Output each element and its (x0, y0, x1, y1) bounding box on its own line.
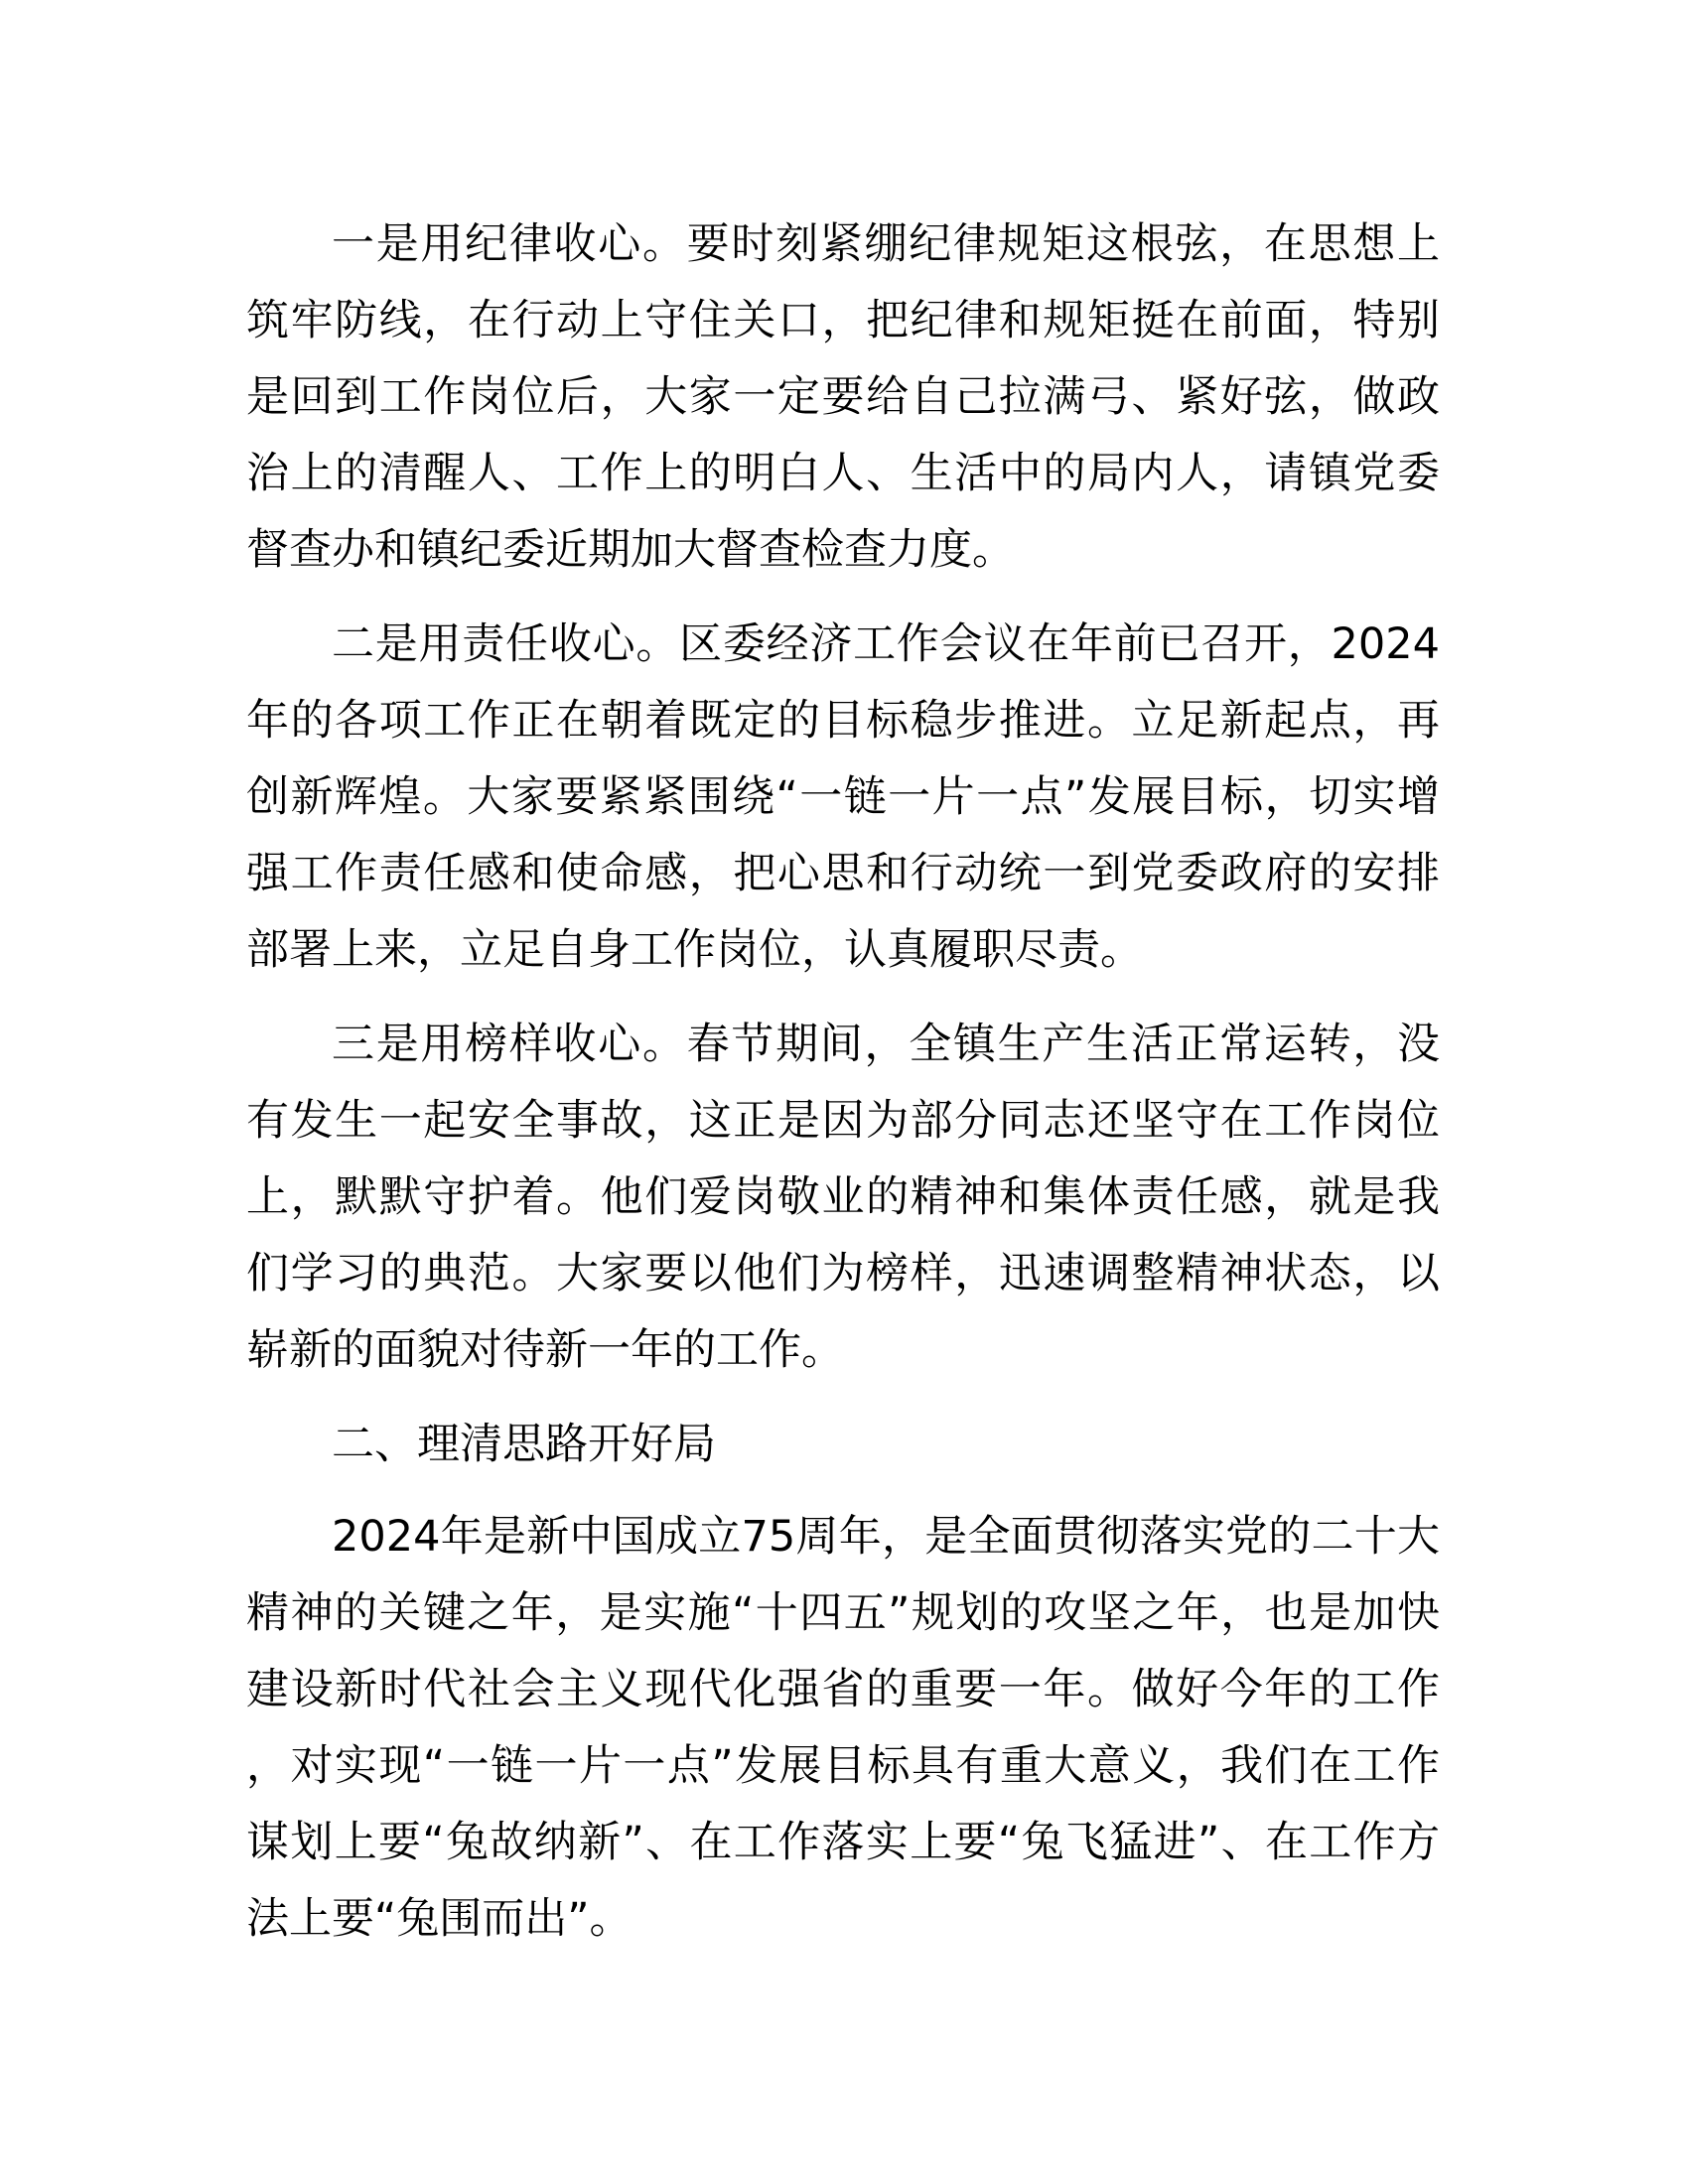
document-body (246, 206, 1440, 1976)
section-heading: 二、理清思路开好局 (332, 1420, 716, 1469)
paragraph-role-model: 三是用榜样收心。春节期间，全镇生产生活正常运转，没有发生一起安全事故，这正是因为部分同志还坚守在工作岗位上，默默守护着。他们爱岗敬业的精神和集体责任感，就是我们学习的典范。大家要以他们为榜样，迅速调整精神状态，以崭新的面貌对待新一年的工作。 (246, 1020, 1440, 1375)
paragraph-2024-goals: 2024年是新中国成立75周年，是全面贯彻落实党的二十大精神的关键之年，是实施“十四五”规划的攻坚之年，也是加快建设新时代社会主义现代化强省的重要一年。做好今年的工作，对实现“一链一片一点”发展目标具有重大意义，我们在工作谋划上要“兔故纳新”、在工作落实上要“兔飞猛进”、在工作方法上要“兔围而出”。 (246, 1512, 1440, 1944)
paragraph-responsibility: 二是用责任收心。区委经济工作会议在年前已召开，2024年的各项工作正在朝着既定的目标稳步推进。立足新起点，再创新辉煌。大家要紧紧围绕“一链一片一点”发展目标，切实增强工作责任感和使命感，把心思和行动统一到党委政府的安排部署上来，立足自身工作岗位，认真履职尽责。 (246, 619, 1440, 975)
paragraph-discipline: 一是用纪律收心。要时刻紧绷纪律规矩这根弦，在思想上筑牢防线，在行动上守住关口，把纪律和规矩挺在前面，特别是回到工作岗位后，大家一定要给自己拉满弓、紧好弦，做政治上的清醒人、工作上的明白人、生活中的局内人，请镇党委督查办和镇纪委近期加大督查检查力度。 (246, 219, 1440, 575)
